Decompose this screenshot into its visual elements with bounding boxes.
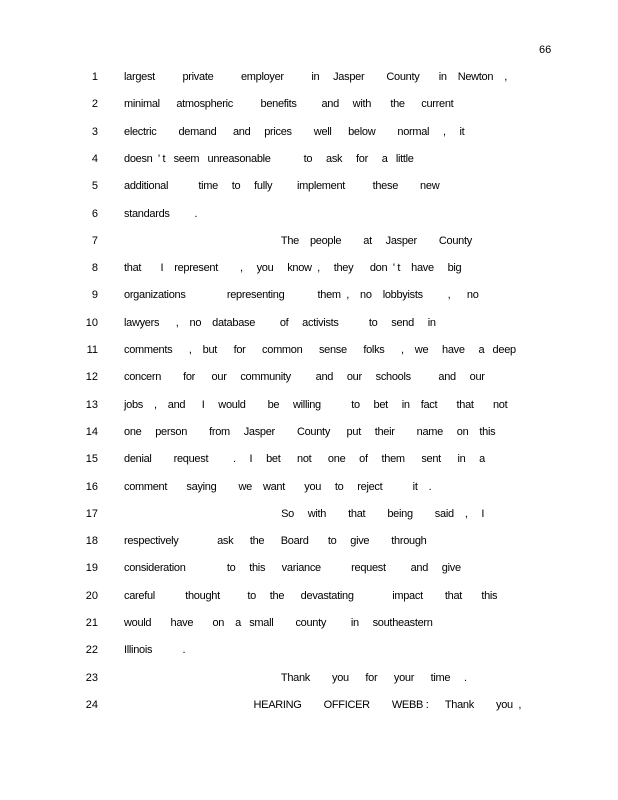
transcript-line	[0, 344, 618, 364]
line-text: that I represent , you know , they don ' t have big	[124, 262, 462, 275]
line-number: 15	[85, 453, 98, 466]
line-text: doesn ' t seem unreasonable to ask for a little	[124, 152, 414, 165]
transcript-line	[0, 617, 618, 637]
line-text: HEARING OFFICER WEBB : Thank you ,	[124, 698, 522, 711]
line-number: 5	[91, 180, 98, 193]
transcript-line	[0, 262, 618, 282]
page-number: 66	[539, 44, 552, 56]
line-text: organizations representing them , no lobbyists , no	[124, 289, 479, 302]
transcript-line	[0, 644, 618, 664]
line-number: 1	[91, 71, 98, 83]
transcript-line	[0, 98, 618, 118]
line-text: careful thought to the devastating impact that this	[124, 589, 498, 602]
line-text: Illinois .	[124, 644, 186, 657]
line-number: 24	[85, 698, 98, 711]
line-number: 20	[85, 589, 98, 602]
line-text: denial request . I bet not one of them sent in a	[124, 453, 486, 466]
transcript-line	[0, 562, 618, 582]
line-number: 21	[85, 617, 98, 629]
line-number: 11	[86, 344, 98, 356]
line-number: 23	[85, 671, 98, 684]
transcript-line	[0, 426, 618, 446]
line-text: standards .	[124, 207, 198, 220]
transcript-line	[0, 126, 618, 146]
line-number: 16	[85, 480, 98, 493]
line-number: 8	[91, 262, 98, 275]
line-number: 3	[91, 125, 98, 138]
line-text: one person from Jasper County put their name on this	[124, 425, 496, 438]
transcript-line	[0, 590, 618, 610]
line-text: jobs , and I would be willing to bet in fact that not	[124, 398, 508, 411]
line-text: Thank you for your time .	[124, 671, 467, 684]
line-text: would have on a small county in southeastern	[124, 617, 433, 629]
line-number: 12	[85, 371, 98, 384]
line-number: 18	[85, 535, 98, 548]
line-text: comment saying we want you to reject it .	[124, 480, 432, 493]
transcript-line	[0, 317, 618, 337]
transcript-line	[0, 508, 618, 528]
line-text: concern for our community and our schools and our	[124, 371, 485, 384]
line-number: 6	[91, 207, 98, 220]
line-text: largest private employer in Jasper County in Newton ,	[124, 71, 507, 83]
line-text: respectively ask the Board to give through	[124, 535, 427, 548]
line-text: So with that being said , I	[124, 507, 485, 520]
line-number: 17	[85, 507, 98, 520]
line-number: 9	[91, 289, 98, 302]
line-text: consideration to this variance request and give	[124, 562, 461, 575]
transcript-line	[0, 453, 618, 473]
line-number: 4	[91, 152, 98, 165]
transcript-line	[0, 235, 618, 255]
transcript-line	[0, 180, 618, 200]
line-text: The people at Jasper County	[124, 234, 472, 247]
line-text: lawyers , no database of activists to send in	[124, 316, 436, 329]
transcript-line	[0, 699, 618, 719]
transcript-line	[0, 289, 618, 309]
line-number: 7	[91, 234, 98, 247]
line-text: minimal atmospheric benefits and with the current	[124, 98, 454, 111]
line-text: comments , but for common sense folks , we have a deep	[124, 344, 516, 356]
line-number: 22	[85, 644, 98, 657]
line-text: additional time to fully implement these new	[124, 180, 440, 193]
line-text: electric demand and prices well below normal , it	[124, 125, 465, 138]
line-number: 14	[85, 425, 98, 438]
transcript-line	[0, 153, 618, 173]
transcript-line	[0, 399, 618, 419]
transcript-line	[0, 208, 618, 228]
transcript-line	[0, 71, 618, 91]
transcript-line	[0, 535, 618, 555]
transcript-line	[0, 672, 618, 692]
transcript-line	[0, 371, 618, 391]
transcript-line	[0, 481, 618, 501]
line-number: 13	[85, 398, 98, 411]
line-number: 2	[91, 98, 98, 111]
line-number: 10	[85, 316, 98, 329]
line-number: 19	[85, 562, 98, 575]
